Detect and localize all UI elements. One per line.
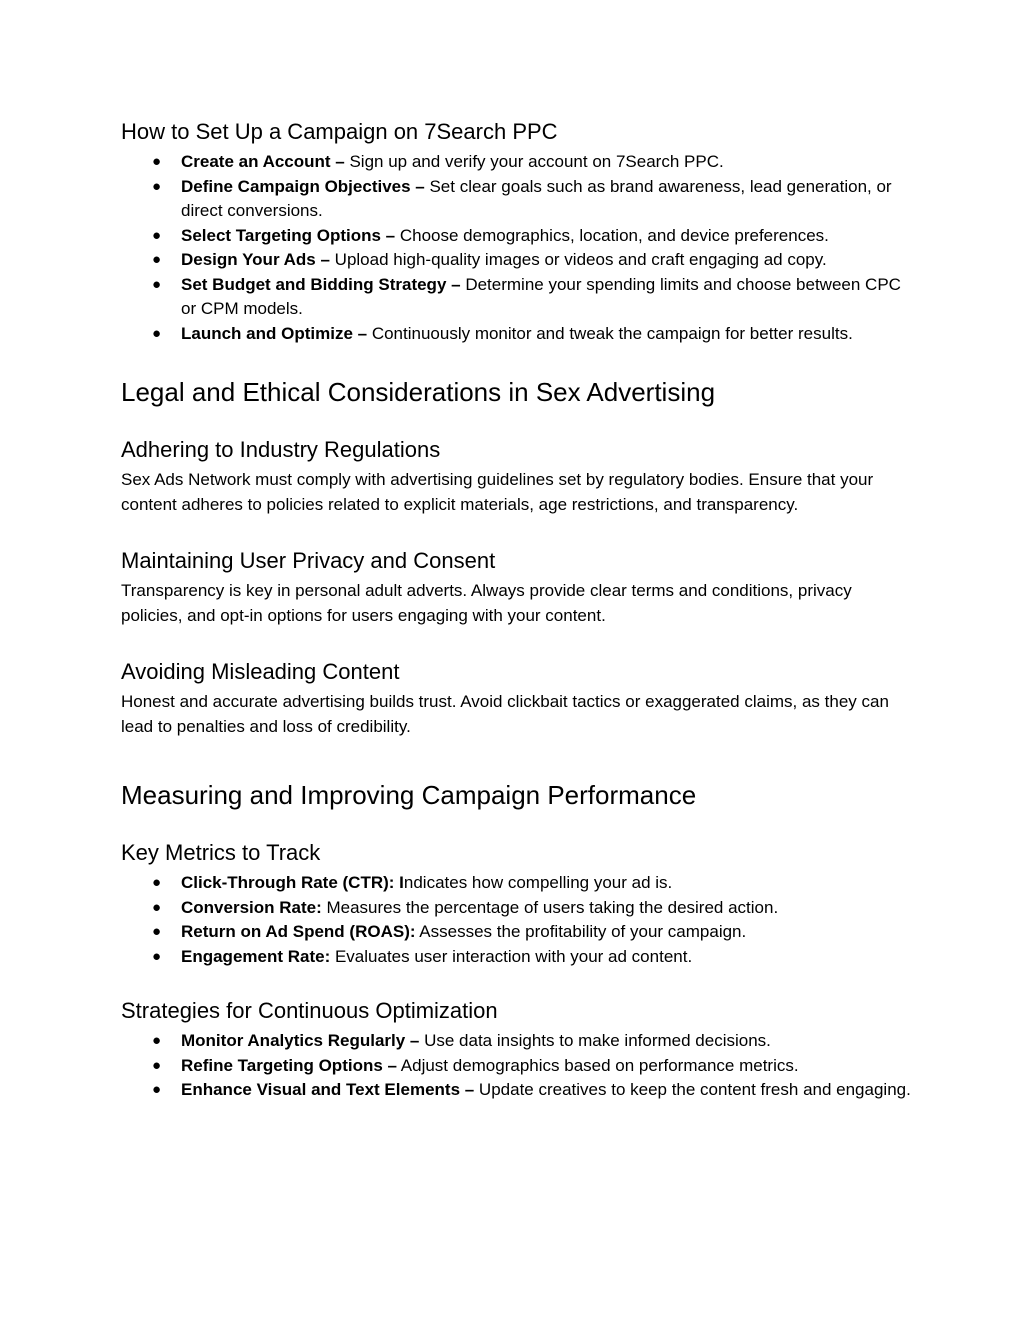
list-item: ● Launch and Optimize – Continuously monitor and tweak the campaign for better results. <box>121 322 911 347</box>
bullet-icon: ● <box>152 1056 162 1074</box>
privacy-heading: Maintaining User Privacy and Consent <box>121 548 496 573</box>
list-item: ● Create an Account – Sign up and verify your account on 7Search PPC. <box>121 150 911 175</box>
list-item: ● Set Budget and Bidding Strategy – Determine your spending limits and choose between CPC or CPM models. <box>152 274 901 318</box>
list-item: ● Design Your Ads – Upload high-quality images or videos and craft engaging ad copy. <box>121 248 911 273</box>
list-item: ● Click-Through Rate (CTR): Indicates how compelling your ad is. <box>121 871 911 896</box>
misleading-heading: Avoiding Misleading Content <box>121 659 400 684</box>
list-item: ● Enhance Visual and Text Elements – Update creatives to keep the content fresh and engaging. <box>121 1078 911 1103</box>
bullet-icon: ● <box>152 251 162 268</box>
bullet-icon: ● <box>152 226 162 244</box>
metrics-heading: Key Metrics to Track <box>121 840 321 865</box>
list-item: ● Monitor Analytics Regularly – Use data insights to make informed decisions. <box>121 1029 911 1054</box>
bullet-icon: ● <box>152 324 162 342</box>
list-item: ● Conversion Rate: Measures the percentage of users taking the desired action. <box>121 896 911 921</box>
legal-heading: Legal and Ethical Considerations in Sex Advertising <box>121 377 716 407</box>
bullet-icon: ● <box>152 275 162 293</box>
bullet-icon: ● <box>152 947 162 965</box>
metrics-list <box>121 871 911 969</box>
document-page <box>121 118 911 1103</box>
bullet-icon: ● <box>152 874 162 891</box>
list-item: ● Select Targeting Options – Choose demographics, location, and device preferences. <box>121 224 911 249</box>
list-item: ● Refine Targeting Options – Adjust demographics based on performance metrics. <box>121 1054 911 1079</box>
setup-steps-list <box>121 150 911 346</box>
list-item: ● Engagement Rate: Evaluates user interaction with your ad content. <box>121 945 911 970</box>
optimization-heading: Strategies for Continuous Optimization <box>121 998 498 1023</box>
bullet-icon: ● <box>152 923 162 940</box>
bullet-icon: ● <box>152 1081 162 1098</box>
bullet-icon: ● <box>152 1032 162 1049</box>
setup-heading: How to Set Up a Campaign on 7Search PPC <box>121 119 558 144</box>
privacy-paragraph: Transparency is key in personal adult adverts. Always provide clear terms and conditions, privacy policies, and opt-in options for users engaging with your content. <box>121 581 852 625</box>
measuring-heading: Measuring and Improving Campaign Performance <box>121 780 697 810</box>
misleading-paragraph: Honest and accurate advertising builds trust. Avoid clickbait tactics or exaggerated claims, as they can lead to penalties and loss of credibility. <box>121 692 889 736</box>
bullet-icon: ● <box>152 153 162 170</box>
bullet-icon: ● <box>152 177 162 195</box>
regulations-paragraph: Sex Ads Network must comply with advertising guidelines set by regulatory bodies. Ensure that your content adheres to policies related to explicit materials, age restrictions, and transparency. <box>121 470 874 514</box>
regulations-heading: Adhering to Industry Regulations <box>121 437 441 462</box>
list-item: ● Return on Ad Spend (ROAS): Assesses the profitability of your campaign. <box>121 920 911 945</box>
optimization-list <box>121 1029 911 1103</box>
list-item: ● Define Campaign Objectives – Set clear goals such as brand awareness, lead generation, or direct conversions. <box>152 176 892 220</box>
bullet-icon: ● <box>152 898 162 916</box>
